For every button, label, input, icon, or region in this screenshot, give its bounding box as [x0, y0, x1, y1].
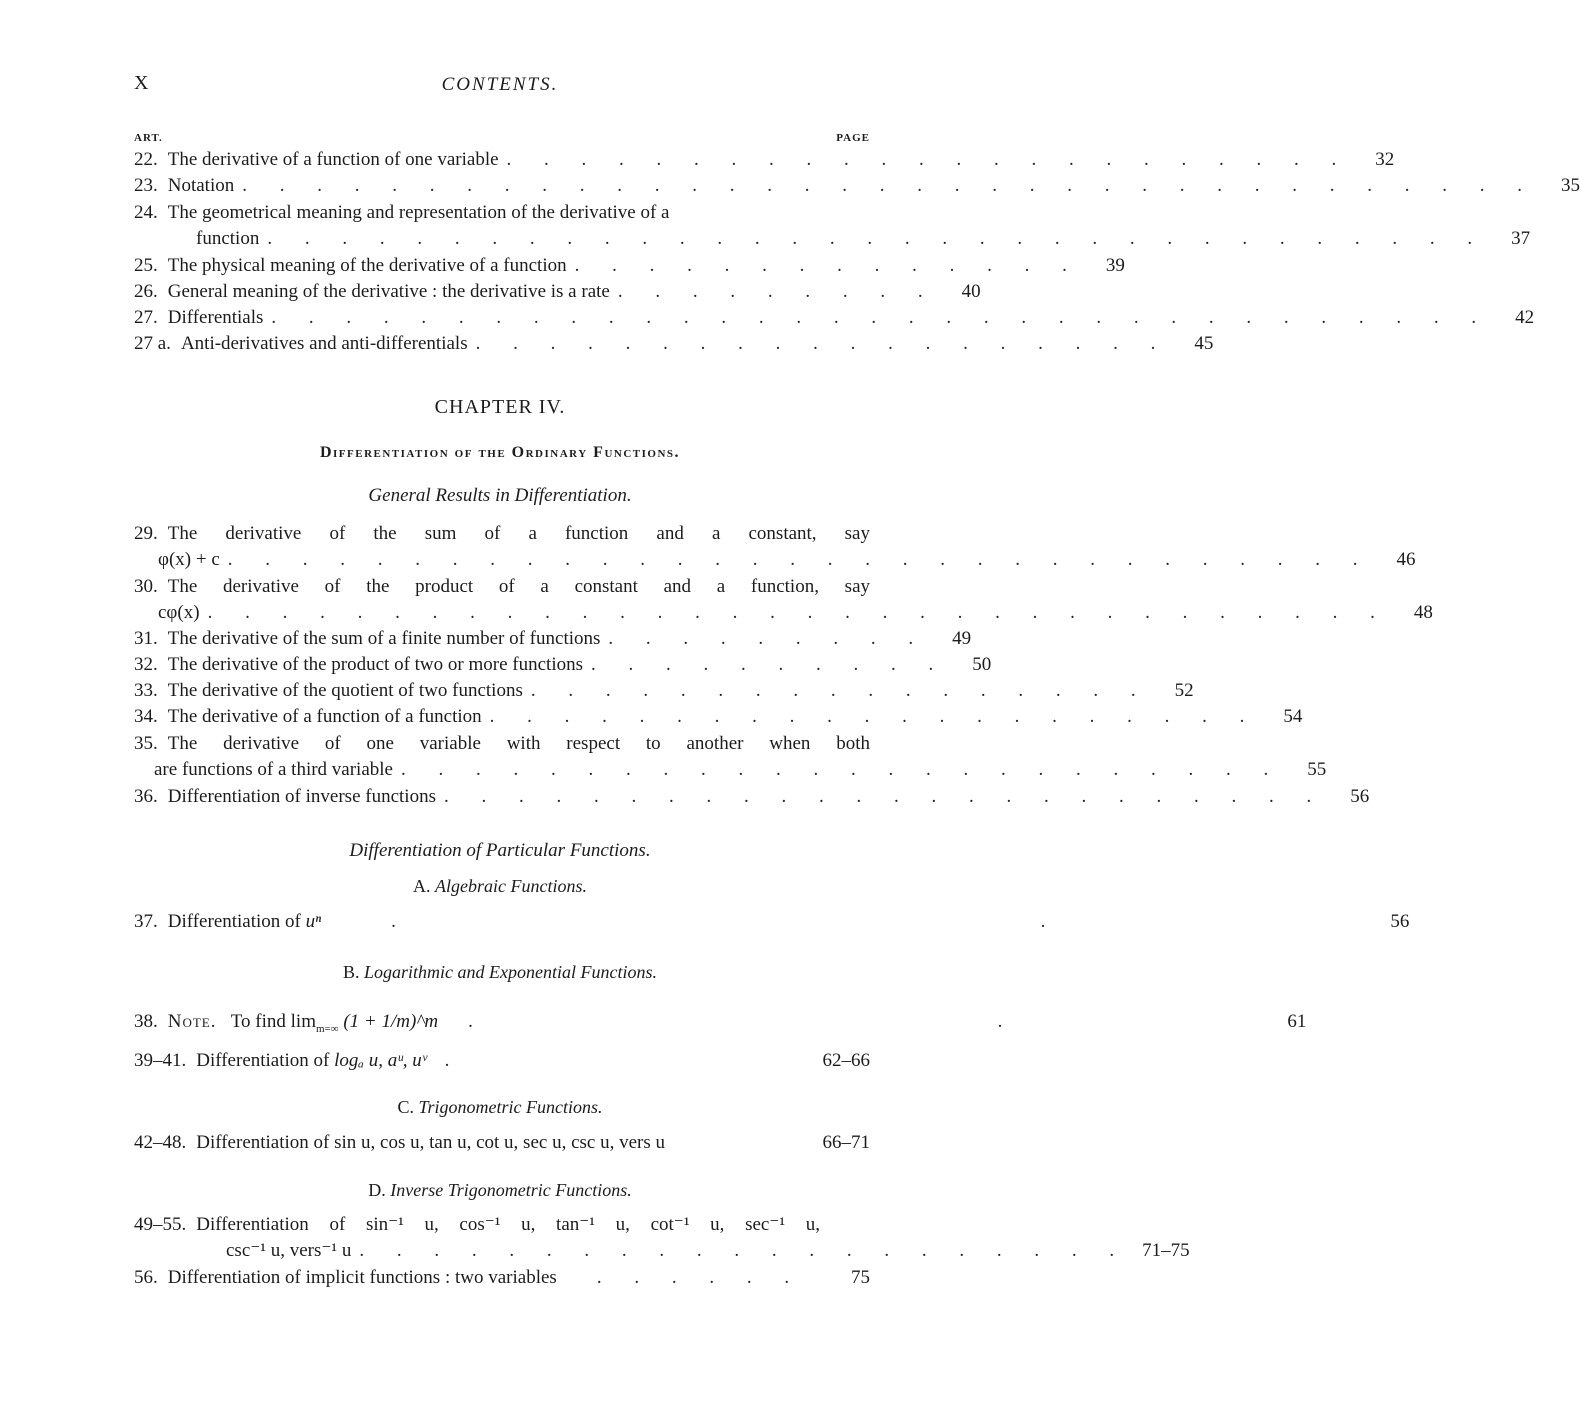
leader-dots: . . . . . . . . . . . . . . . . . . . . . . . . . . . . . . . . — [207, 602, 1389, 623]
entry-page: 37 — [1511, 228, 1531, 249]
entry-number: 22. — [134, 149, 158, 170]
entry-page: 32 — [1375, 149, 1395, 170]
toc-entry-42-48 — [134, 1130, 870, 1156]
entry-title: The derivative of the sum of a finite number of functions — [167, 628, 601, 649]
entry-title: Notation — [167, 175, 235, 196]
entry-page: 50 — [972, 654, 992, 675]
toc-entry-38 — [134, 1004, 1307, 1040]
entry-number: 49–55. — [134, 1214, 187, 1235]
entry-page: 54 — [1283, 706, 1303, 727]
entry-title: Differentials — [167, 307, 264, 328]
entry-text: To find lim — [230, 1011, 316, 1032]
entry-formula: cφ(x) — [158, 602, 200, 623]
entry-number: 42–48. — [134, 1132, 187, 1153]
entry-title: Differentiation of implicit functions : two variables — [167, 1267, 557, 1288]
subsection-letter: C. — [397, 1097, 414, 1117]
chapter-heading: CHAPTER IV. — [434, 396, 566, 418]
toc-entry-27a — [134, 331, 1214, 357]
entry-title: The geometrical meaning and representation of the derivative of a — [167, 202, 670, 223]
leader-dots: . . . . . . . . . . — [591, 654, 948, 675]
entry-number: 27 a. — [134, 333, 171, 354]
toc-entry-30 — [134, 574, 1433, 626]
entry-title-continued: are functions of a third variable — [154, 759, 393, 780]
leader-dots: . . . . . . . . . . . . . . . . . . . . . . . . . . . . . . . — [227, 549, 1372, 570]
subsection-letter: B. — [343, 962, 360, 982]
entry-number: 38. — [134, 1011, 158, 1032]
toc-entry-25 — [134, 253, 1125, 279]
entry-title: General meaning of the derivative : the derivative is a rate — [167, 281, 610, 302]
entry-title: The physical meaning of the derivative of a function — [167, 255, 567, 276]
entry-title — [196, 1048, 427, 1074]
subsection-heading-d — [0, 1180, 1000, 1201]
leader-dots: . . . . . . — [596, 1267, 804, 1288]
entry-page: 46 — [1396, 549, 1416, 570]
entry-title: Anti-derivatives and anti-differentials — [180, 333, 468, 354]
entry-formula: logₐ u, aᵘ, uᵛ — [334, 1050, 428, 1071]
subsection-letter: D. — [368, 1180, 386, 1200]
page-header — [0, 72, 1000, 102]
entry-title-continued: function — [196, 228, 260, 249]
leader-dots: . . . . . . . . . — [617, 281, 937, 302]
leader-dots: . . . . . . . . . . . . . . . . . . . . . . . . . . . . . . . . . — [267, 228, 1487, 249]
entry-title: The derivative of the product of two or more functions — [167, 654, 583, 675]
entry-page: 39 — [1105, 255, 1125, 276]
toc-entry-32 — [134, 652, 992, 678]
leader-dots: . . . . . . . . . . . . . . . . . . . . . — [359, 1240, 1129, 1261]
entry-page: 45 — [1194, 333, 1214, 354]
entry-page: 56 — [1350, 786, 1370, 807]
entry-title: The derivative of the quotient of two functions — [167, 680, 523, 701]
entry-page: 40 — [961, 281, 981, 302]
entry-page: 75 — [851, 1267, 870, 1288]
entry-page: 52 — [1174, 680, 1194, 701]
entry-title: The derivative of the product of a constant and a function, say — [167, 576, 870, 597]
subsection-letter: A. — [413, 876, 431, 896]
entry-title — [168, 909, 321, 935]
leader-dots: . . — [391, 911, 1366, 932]
entry-number: 25. — [134, 255, 158, 276]
entry-title: The derivative of a function of one variable — [167, 149, 499, 170]
entry-number: 35. — [134, 733, 158, 754]
entry-title: The derivative of a function of a function — [167, 706, 482, 727]
entry-page: 35 — [1561, 175, 1580, 196]
subsection-title: Algebraic Functions. — [435, 876, 587, 896]
entry-number: 39–41. — [134, 1050, 187, 1071]
section-heading-particular: Differentiation of Particular Functions. — [349, 840, 651, 861]
entry-title — [168, 1004, 438, 1047]
entry-title: The derivative of the sum of a function and a constant, say — [167, 523, 870, 544]
leader-dots: . — [435, 1050, 450, 1071]
subsection-heading-b — [0, 962, 1000, 983]
toc-entry-39-41 — [134, 1048, 870, 1074]
leader-dots: . . . . . . . . . . . . . . . . . . . . . . . . — [443, 786, 1326, 807]
page-column-heading: PAGE — [836, 132, 870, 144]
entry-formula: φ(x) + c — [158, 549, 220, 570]
toc-entry-34 — [134, 704, 1303, 730]
subsection-title: Trigonometric Functions. — [418, 1097, 603, 1117]
entry-number: 34. — [134, 706, 158, 727]
subsection-heading-c — [0, 1097, 1000, 1118]
entry-number: 37. — [134, 911, 158, 932]
note-label: Note. — [167, 1011, 217, 1032]
toc-entry-31 — [134, 626, 972, 652]
leader-dots: . . . . . . . . . — [608, 628, 928, 649]
entry-number: 24. — [134, 202, 158, 223]
art-column-heading: ART. — [134, 132, 163, 144]
entry-number: 29. — [134, 523, 158, 544]
entry-number: 56. — [134, 1267, 158, 1288]
entry-text: Differentiation of — [196, 1050, 330, 1071]
leader-dots: . . — [468, 1011, 1263, 1032]
toc-entry-36 — [134, 784, 1370, 810]
toc-entry-33 — [134, 678, 1194, 704]
leader-dots: . . . . . . . . . . . . . . . . . . . . . . . . — [400, 759, 1283, 780]
section-heading-general: General Results in Differentiation. — [368, 485, 632, 506]
entry-text: Differentiation of — [167, 911, 301, 932]
leader-dots: . . . . . . . . . . . . . . . . . . . . . . . . . . . . . . . . . . . — [242, 175, 1536, 196]
subsection-heading-a — [0, 876, 1000, 897]
toc-entry-22 — [134, 147, 1395, 173]
entry-formula: (1 + 1/m)^m — [343, 1011, 439, 1032]
subsection-title: Logarithmic and Exponential Functions. — [364, 962, 657, 982]
entry-page: 56 — [1390, 911, 1410, 932]
entry-title-continued: csc⁻¹ u, vers⁻¹ u — [226, 1240, 352, 1261]
toc-entry-26 — [134, 279, 981, 305]
toc-entry-37 — [134, 909, 1410, 935]
entry-page: 66–71 — [822, 1132, 870, 1153]
entry-page: 48 — [1413, 602, 1433, 623]
page-number: X — [134, 72, 150, 94]
entry-number: 27. — [134, 307, 158, 328]
chapter-title: Differentiation of the Ordinary Functions. — [319, 444, 681, 461]
entry-formula: uⁿ — [305, 911, 322, 932]
entry-page: 71–75 — [1142, 1240, 1190, 1261]
leader-dots: . . . . . . . . . . . . . . . . . . . . . . . — [506, 149, 1351, 170]
entry-title: Differentiation of sin⁻¹ u, cos⁻¹ u, tan⁻¹ u, cot⁻¹ u, sec⁻¹ u, — [196, 1214, 820, 1235]
leader-dots: . . . . . . . . . . . . . . — [574, 255, 1081, 276]
toc-entry-23 — [134, 173, 1580, 199]
entry-page: 42 — [1515, 307, 1535, 328]
leader-dots: . . . . . . . . . . . . . . . . . — [530, 680, 1150, 701]
entry-number: 33. — [134, 680, 158, 701]
entry-number: 36. — [134, 786, 158, 807]
toc-entry-29 — [134, 521, 1416, 573]
entry-title: Differentiation of sin u, cos u, tan u, cot u, sec u, csc u, vers u — [196, 1132, 665, 1153]
leader-dots: . . . . . . . . . . . . . . . . . . . — [475, 333, 1170, 354]
entry-page: 62–66 — [822, 1050, 870, 1071]
limit-subscript: m=∞ — [315, 1022, 339, 1035]
toc-entry-35 — [134, 731, 1327, 783]
leader-dots: . . . . . . . . . . . . . . . . . . . . . . . . . . . . . . . . . — [271, 307, 1491, 328]
entry-number: 26. — [134, 281, 158, 302]
entry-page: 49 — [952, 628, 972, 649]
entry-number: 23. — [134, 175, 158, 196]
entry-number: 31. — [134, 628, 158, 649]
entry-title: The derivative of one variable with respect to another when both — [167, 733, 870, 754]
toc-entry-24 — [134, 200, 1531, 252]
running-title: CONTENTS. — [441, 74, 559, 95]
entry-page: 55 — [1307, 759, 1327, 780]
toc-entry-27 — [134, 305, 1535, 331]
leader-dots: . . . . . . . . . . . . . . . . . . . . . — [489, 706, 1259, 727]
entry-number: 32. — [134, 654, 158, 675]
subsection-title: Inverse Trigonometric Functions. — [390, 1180, 632, 1200]
toc-entry-49-55 — [134, 1212, 1190, 1264]
entry-title: Differentiation of inverse functions — [167, 786, 436, 807]
toc-entry-56 — [134, 1265, 870, 1291]
entry-page: 61 — [1287, 1011, 1307, 1032]
entry-number: 30. — [134, 576, 158, 597]
